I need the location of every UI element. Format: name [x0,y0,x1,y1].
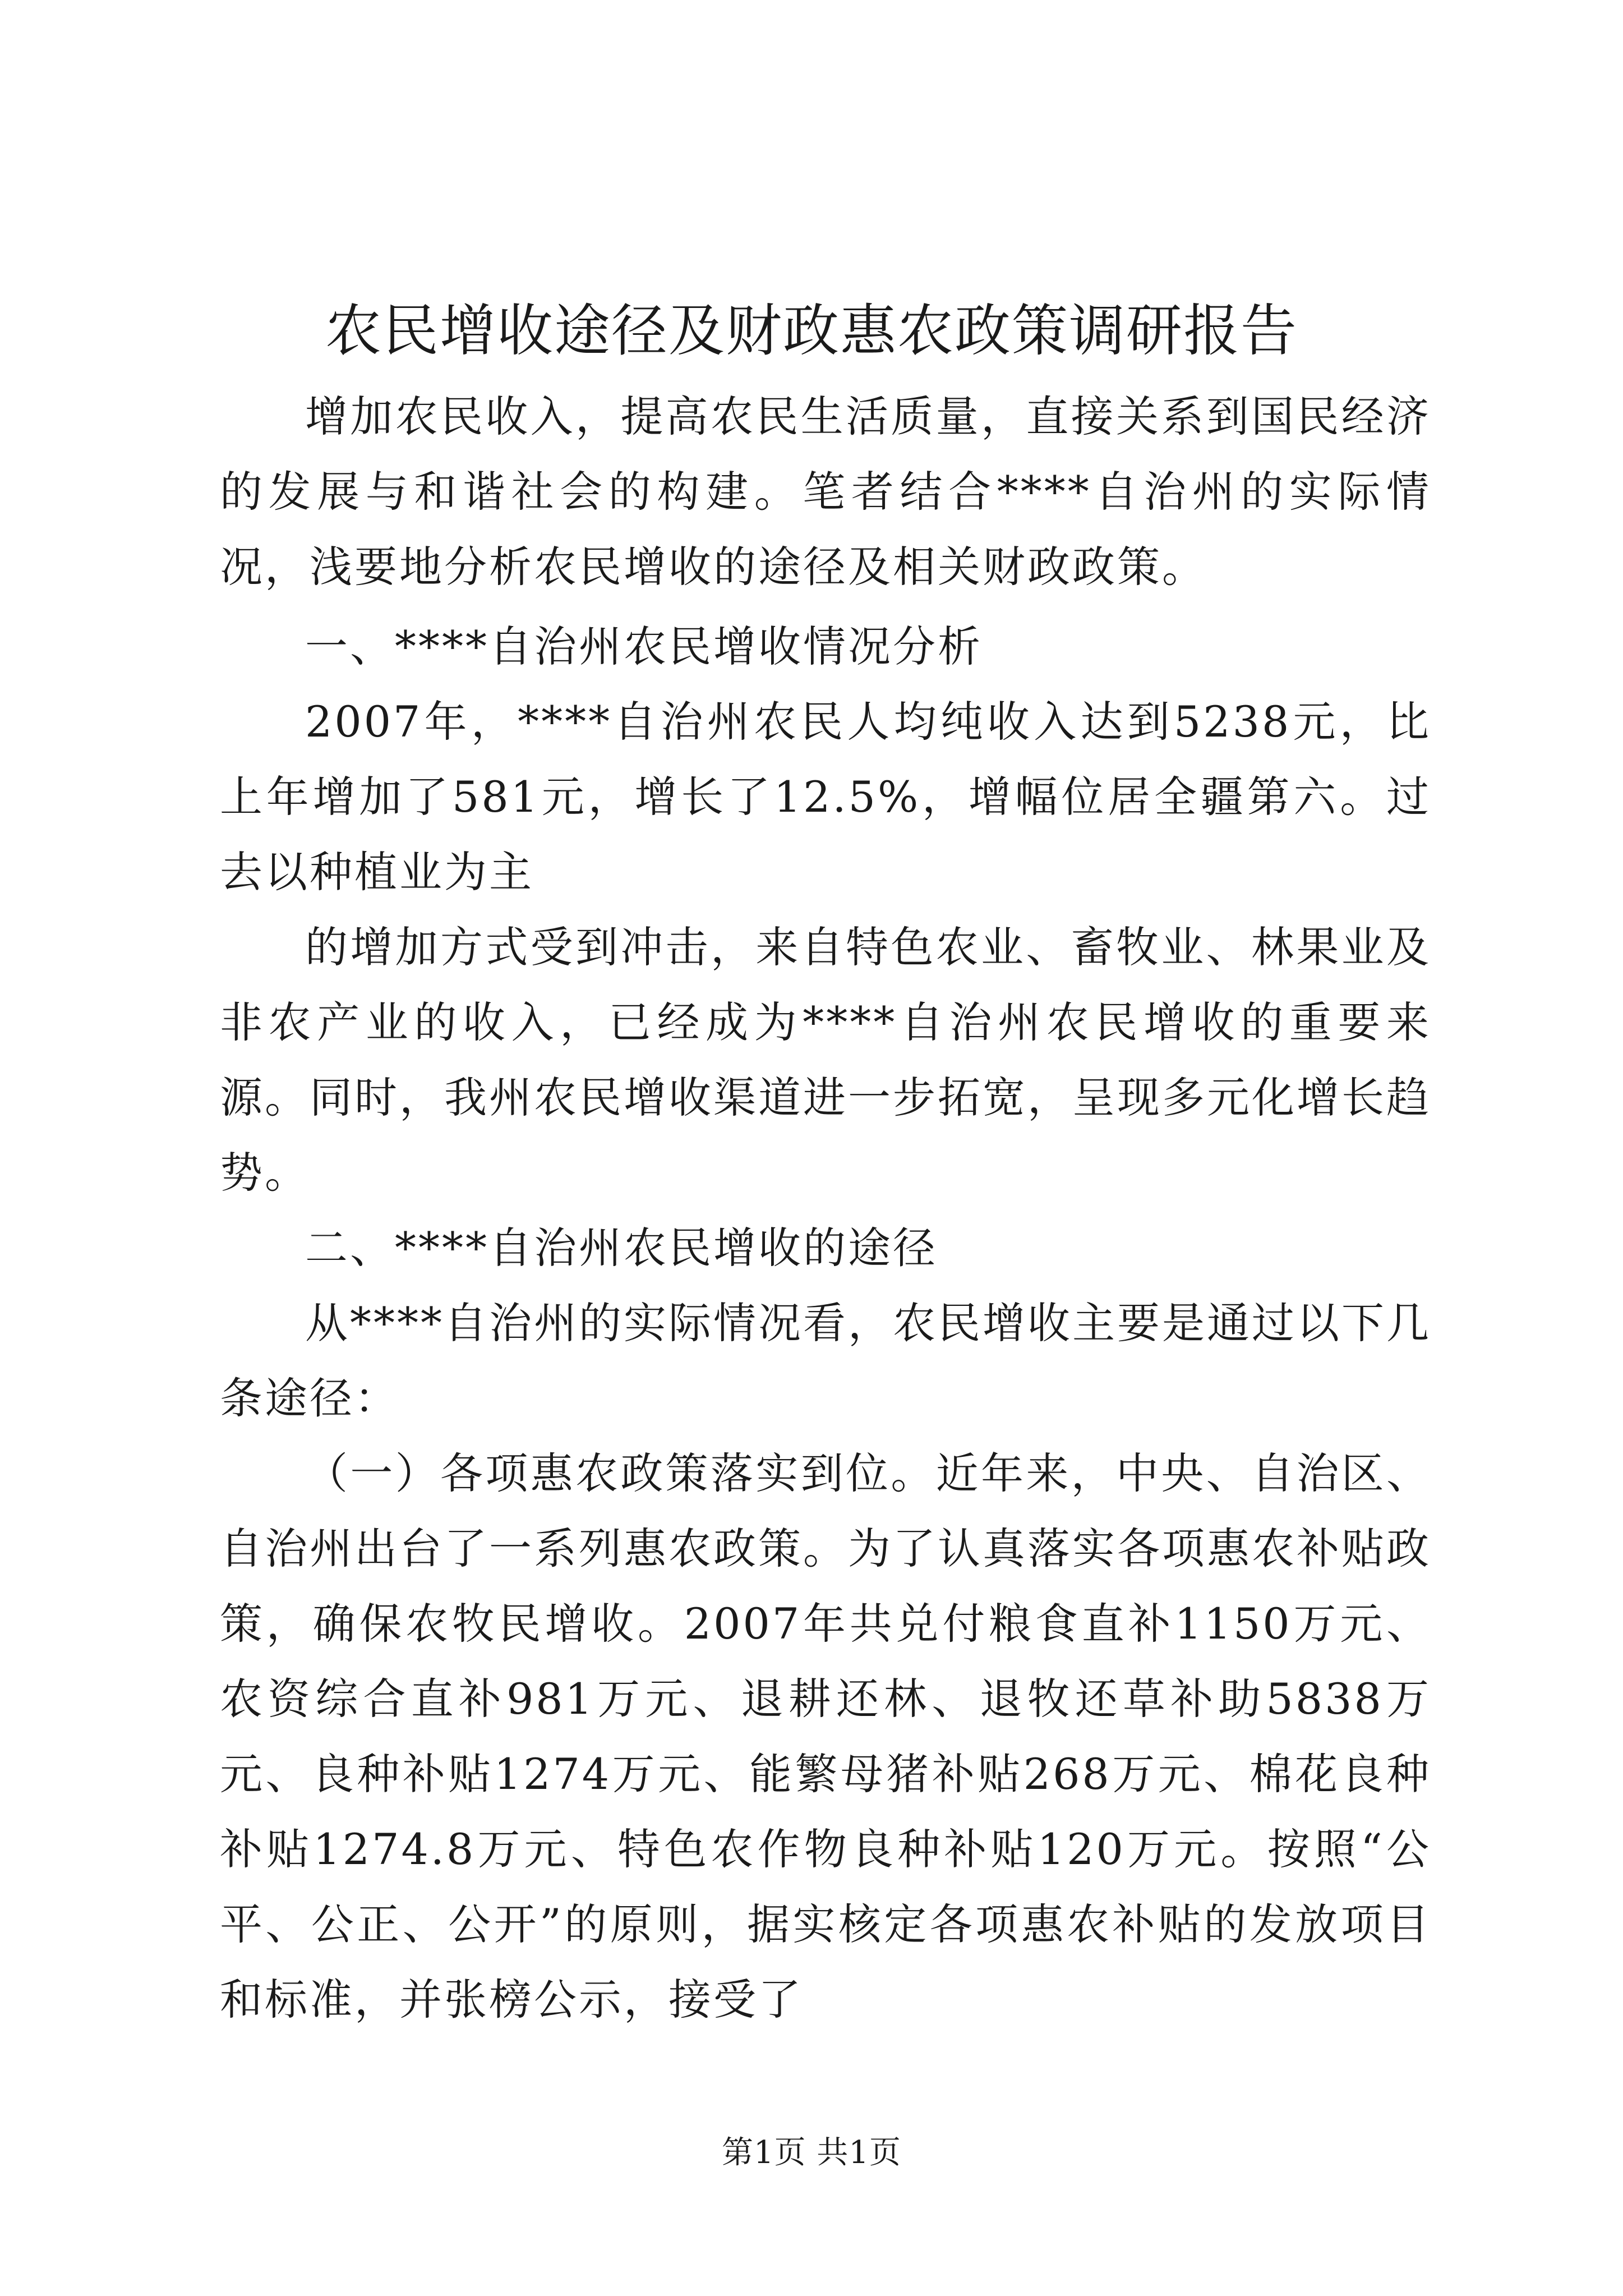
paragraph-intro: 增加农民收入，提高农民生活质量，直接关系到国民经济的发展与和谐社会的构建。笔者结合****自治州的实际情况，浅要地分析农民增收的途径及相关财政政策。 [220,392,1431,592]
paragraph-income-sources: 的增加方式受到冲击，来自特色农业、畜牧业、林果业及非农产业的收入，已经成为****自治州农民增收的重要来源。同时，我州农民增收渠道进一步拓宽，呈现多元化增长趋势。 [220,922,1431,1198]
section-heading-1: 一、****自治州农民增收情况分析 [305,622,983,671]
page-footer: 第1页 共1页 [721,2134,902,2171]
paragraph-routes-intro: 从****自治州的实际情况看，农民增收主要是通过以下几条途径： [220,1298,1431,1423]
document-body [220,379,1431,2037]
paragraph-income-2007: 2007年，****自治州农民人均纯收入达到5238元，比上年增加了581元，增长了12.5%，增幅位居全疆第六。过去以种植业为主 [220,697,1431,897]
section-heading-2: 二、****自治州农民增收的途径 [305,1223,938,1273]
paragraph-policy-subsidies: （一）各项惠农政策落实到位。近年来，中央、自治区、自治州出台了一系列惠农政策。为了认真落实各项惠农补贴政策，确保农牧民增收。2007年共兑付粮食直补1150万元、农资综合直补981万元、退耕还林、退牧还草补助5838万元、良种补贴1274万元、能繁母猪补贴268万元、棉花良种补贴1274.8万元、特色农作物良种补贴120万元。按照“公平、公正、公开”的原则，据实核定各项惠农补贴的发放项目和标准，并张榜公示，接受了 [220,1448,1431,2024]
document-title: 农民增收途径及财政惠农政策调研报告 [325,298,1298,364]
